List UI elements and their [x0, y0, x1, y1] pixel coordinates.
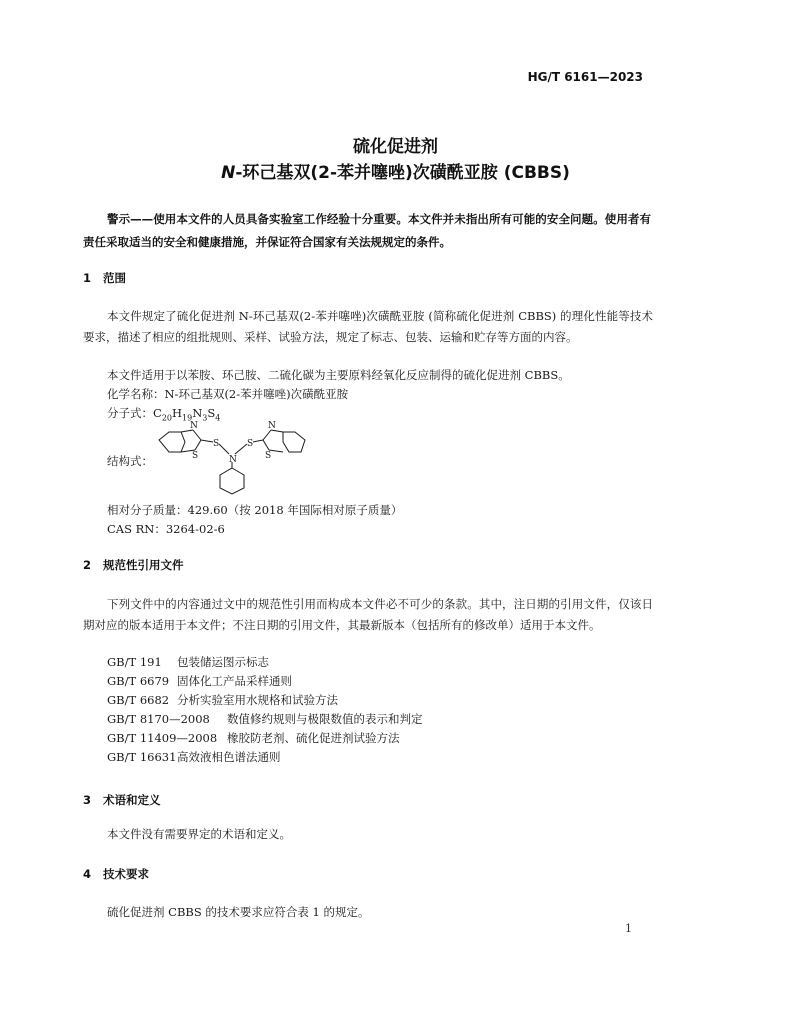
reference-item	[107, 692, 338, 708]
bond	[219, 444, 229, 454]
standard-number: HG/T 6161—2023	[527, 70, 643, 84]
section-title: 规范性引用文件	[103, 558, 184, 572]
formula-h-count: 19	[182, 413, 193, 423]
formula-h: H	[172, 406, 183, 420]
atom-s-bridge-left: S	[213, 439, 220, 449]
reference-code: GB/T 16631	[107, 750, 177, 764]
reference-code: GB/T 11409—2008	[107, 731, 218, 745]
formula-n: N	[192, 406, 203, 420]
left-benzene-ring	[159, 432, 185, 452]
reference-item	[107, 749, 281, 765]
technical-requirements-text: 硫化促进剂 CBBS 的技术要求应符合表 1 的规定。	[107, 905, 370, 919]
formula-s-count: 4	[215, 413, 221, 423]
section-4-heading	[83, 866, 149, 882]
structure-label: 结构式：	[107, 454, 153, 468]
section-2-heading	[83, 557, 184, 573]
bond	[263, 440, 269, 450]
scope-paragraph-1: 本文件规定了硫化促进剂 N-环己基双(2-苯并噻唑)次磺酰亚胺 (简称硫化促进剂 CBBS) 的理化性能等技术要求，描述了相应的组批规则、采样、试验方法，规定了标志、包装、运输和贮存等方面的内容。	[83, 309, 653, 344]
reference-title: 固体化工产品采样通则	[177, 674, 292, 688]
reference-item	[107, 673, 292, 689]
atom-s-ring-right: S	[265, 451, 272, 461]
reference-title: 包装储运图示标志	[177, 655, 269, 669]
right-benzene-ring	[283, 432, 305, 452]
document-title-line2	[0, 158, 791, 183]
section-3-heading	[83, 792, 161, 808]
bond	[253, 440, 263, 442]
normative-references-intro: 下列文件中的内容通过文中的规范性引用而构成本文件必不可少的条款。其中，注日期的引用文件，仅该日期对应的版本适用于本文件；不注日期的引用文件，其最新版本（包括所有的修改单）适用于本文件。	[83, 597, 653, 632]
reference-title: 分析实验室用水规格和试验方法	[177, 693, 338, 707]
formula-c: C	[153, 406, 162, 420]
bond	[195, 440, 201, 450]
reference-title: 橡胶防老剂、硫化促进剂试验方法	[227, 731, 400, 745]
atom-s-bridge-right: S	[247, 439, 254, 449]
reference-title: 数值修约规则与极限数值的表示和判定	[227, 712, 423, 726]
reference-code: GB/T 6679	[107, 674, 170, 688]
bond	[193, 430, 201, 440]
section-number: 4	[83, 867, 92, 881]
section-number: 2	[83, 558, 92, 572]
section-1-heading	[83, 270, 126, 286]
cas-number: CAS RN：3264-02-6	[107, 522, 225, 536]
section-title: 范围	[103, 271, 126, 285]
atom-n-left: N	[190, 421, 198, 431]
title-italic-prefix: N	[221, 163, 236, 183]
reference-item	[107, 730, 400, 746]
formula-s: S	[207, 406, 216, 420]
molecular-mass: 相对分子质量：429.60（按 2018 年国际相对原子质量）	[107, 503, 403, 517]
formula-label: 分子式：	[107, 406, 153, 420]
reference-code: GB/T 6682	[107, 693, 170, 707]
structural-formula-diagram	[155, 418, 315, 496]
bond	[201, 440, 213, 442]
atom-s-ring-left: S	[192, 451, 199, 461]
reference-title: 高效液相色谱法通则	[177, 750, 281, 764]
cyclohexane-ring	[220, 468, 244, 494]
terms-definitions-text: 本文件没有需要界定的术语和定义。	[107, 827, 291, 841]
atom-n-center: N	[229, 455, 237, 465]
atom-n-right: N	[268, 421, 276, 431]
title-line2-text: -环己基双(2-苯并噻唑)次磺酰亚胺 (CBBS)	[235, 163, 570, 183]
section-title: 技术要求	[103, 867, 149, 881]
bond	[263, 430, 271, 440]
formula-c-count: 20	[161, 413, 172, 423]
chemical-name: 化学名称：N-环己基双(2-苯并噻唑)次磺酰亚胺	[107, 387, 349, 401]
formula-n-count: 3	[202, 413, 208, 423]
section-title: 术语和定义	[103, 793, 161, 807]
bond	[235, 444, 247, 454]
reference-code: GB/T 191	[107, 655, 162, 669]
reference-item	[107, 654, 269, 670]
scope-paragraph-2: 本文件适用于以苯胺、环己胺、二硫化碳为主要原料经氧化反应制得的硫化促进剂 CBBS。	[107, 368, 570, 382]
page-number: 1	[625, 922, 632, 935]
section-number: 3	[83, 793, 92, 807]
reference-item	[107, 711, 423, 727]
document-title-line1: 硫化促进剂	[353, 137, 438, 157]
reference-code: GB/T 8170—2008	[107, 712, 210, 726]
safety-warning: 警示——使用本文件的人员具备实验室工作经验十分重要。本文件并未指出所有可能的安全问题。使用者有责任采取适当的安全和健康措施，并保证符合国家有关法规规定的条件。	[83, 212, 651, 249]
section-number: 1	[83, 271, 92, 285]
